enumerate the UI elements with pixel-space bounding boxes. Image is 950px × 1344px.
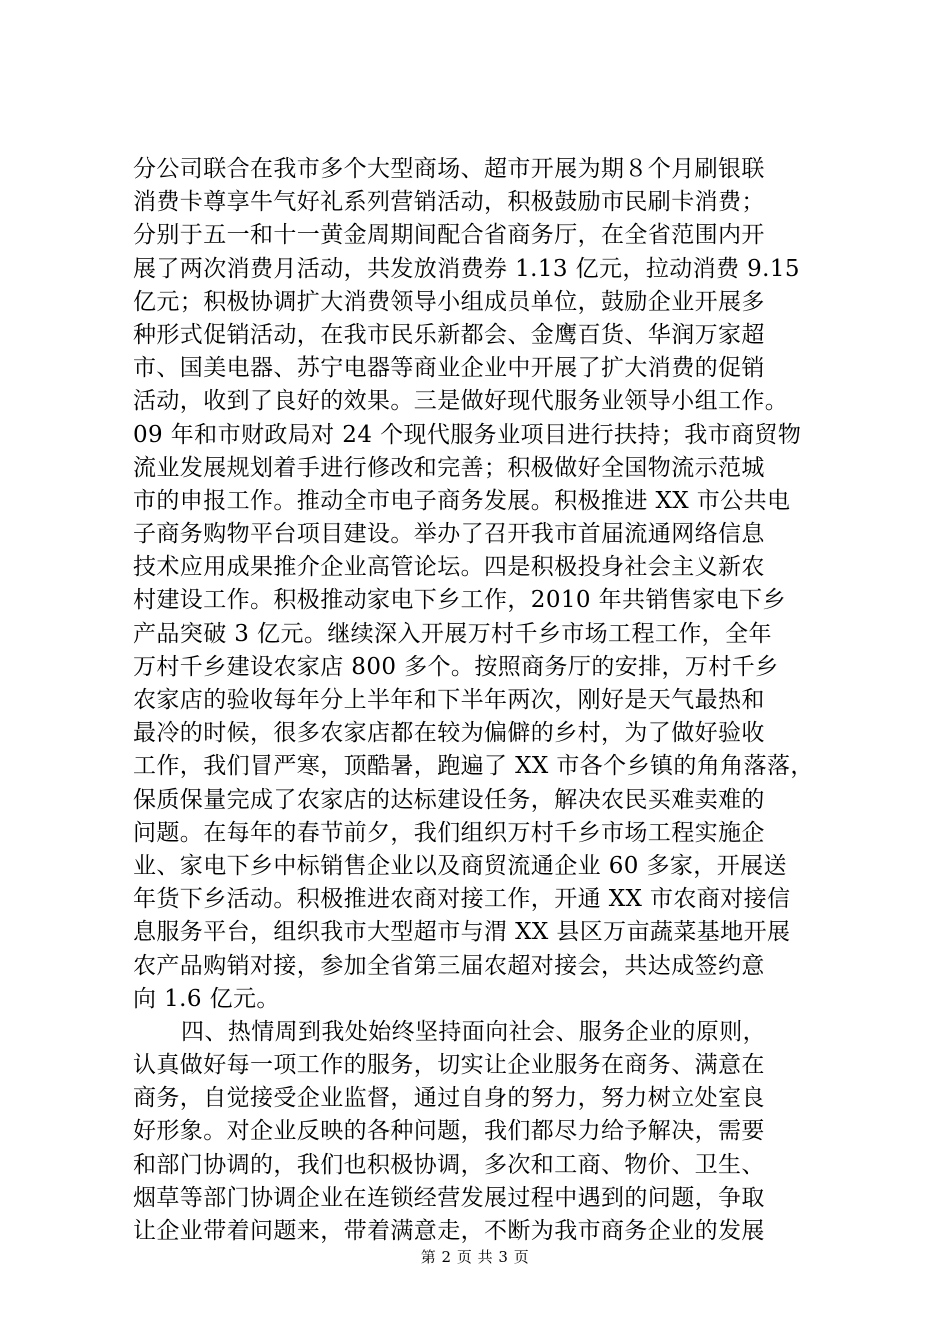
text-line: 09 年和市财政局对 24 个现代服务业项目进行扶持；我市商贸物 <box>133 421 802 448</box>
text-line: 展了两次消费月活动，共发放消费券 1.13 亿元，拉动消费 9.15 <box>133 255 800 282</box>
text-line: 工作，我们冒严寒，顶酷暑，跑遍了 XX 市各个乡镇的角角落落， <box>133 753 814 780</box>
text-line: 活动，收到了良好的效果。三是做好现代服务业领导小组工作。 <box>133 388 789 415</box>
text-line: 最冷的时候，很多农家店都在较为偏僻的乡村，为了做好验收 <box>133 720 765 747</box>
text-line: 市、国美电器、苏宁电器等商业企业中开展了扩大消费的促销 <box>133 355 765 382</box>
text-line: 技术应用成果推介企业高管论坛。四是积极投身社会主义新农 <box>133 554 765 581</box>
text-line: 商务，自觉接受企业监督，通过自身的努力，努力树立处室良 <box>133 1085 765 1112</box>
paragraph-start-line: 四、热情周到我处始终坚持面向社会、服务企业的原则， <box>181 1018 766 1045</box>
text-line: 年货下乡活动。积极推进农商对接工作，开通 XX 市农商对接信 <box>133 886 791 913</box>
text-line: 产品突破 3 亿元。继续深入开展万村千乡市场工程工作，全年 <box>133 620 772 647</box>
text-line: 消费卡尊享牛气好礼系列营销活动，积极鼓励市民刷卡消费； <box>133 189 765 216</box>
text-line: 好形象。对企业反映的各种问题，我们都尽力给予解决，需要 <box>133 1118 765 1145</box>
text-line: 万村千乡建设农家店 800 多个。按照商务厅的安排，万村千乡 <box>133 653 779 680</box>
text-line: 和部门协调的，我们也积极协调，多次和工商、物价、卫生、 <box>133 1151 765 1178</box>
body-text <box>133 153 833 1248</box>
text-line: 让企业带着问题来，带着满意走，不断为我市商务企业的发展 <box>133 1218 765 1244</box>
text-line: 流业发展规划着手进行修改和完善；积极做好全国物流示范城 <box>133 454 765 481</box>
text-line: 子商务购物平台项目建设。举办了召开我市首届流通网络信息 <box>133 521 765 548</box>
text-line: 农产品购销对接，参加全省第三届农超对接会，共达成签约意 <box>133 952 765 979</box>
text-line: 市的申报工作。推动全市电子商务发展。积极推进 XX 市公共电 <box>133 487 791 514</box>
text-line: 向 1.6 亿元。 <box>133 985 280 1012</box>
text-line: 种形式促销活动，在我市民乐新都会、金鹰百货、华润万家超 <box>133 321 765 348</box>
text-line: 认真做好每一项工作的服务，切实让企业服务在商务、满意在 <box>133 1052 765 1079</box>
page-number-footer: 第 2 页 共 3 页 <box>420 1248 530 1266</box>
text-line: 烟草等部门协调企业在连锁经营发展过程中遇到的问题，争取 <box>133 1184 765 1211</box>
text-line: 分别于五一和十一黄金周期间配合省商务厅，在全省范围内开 <box>133 222 765 249</box>
text-line: 亿元；积极协调扩大消费领导小组成员单位，鼓励企业开展多 <box>133 288 765 315</box>
text-line: 问题。在每年的春节前夕，我们组织万村千乡市场工程实施企 <box>133 819 765 846</box>
text-line: 保质保量完成了农家店的达标建设任务，解决农民买难卖难的 <box>133 786 765 813</box>
text-line: 村建设工作。积极推动家电下乡工作，2010 年共销售家电下乡 <box>133 587 786 614</box>
text-line: 息服务平台，组织我市大型超市与渭 XX 县区万亩蔬菜基地开展 <box>133 919 791 946</box>
text-line: 分公司联合在我市多个大型商场、超市开展为期８个月刷银联 <box>133 156 765 182</box>
text-line: 农家店的验收每年分上半年和下半年两次，刚好是天气最热和 <box>133 687 765 713</box>
text-line: 业、家电下乡中标销售企业以及商贸流通企业 60 多家，开展送 <box>133 852 787 879</box>
